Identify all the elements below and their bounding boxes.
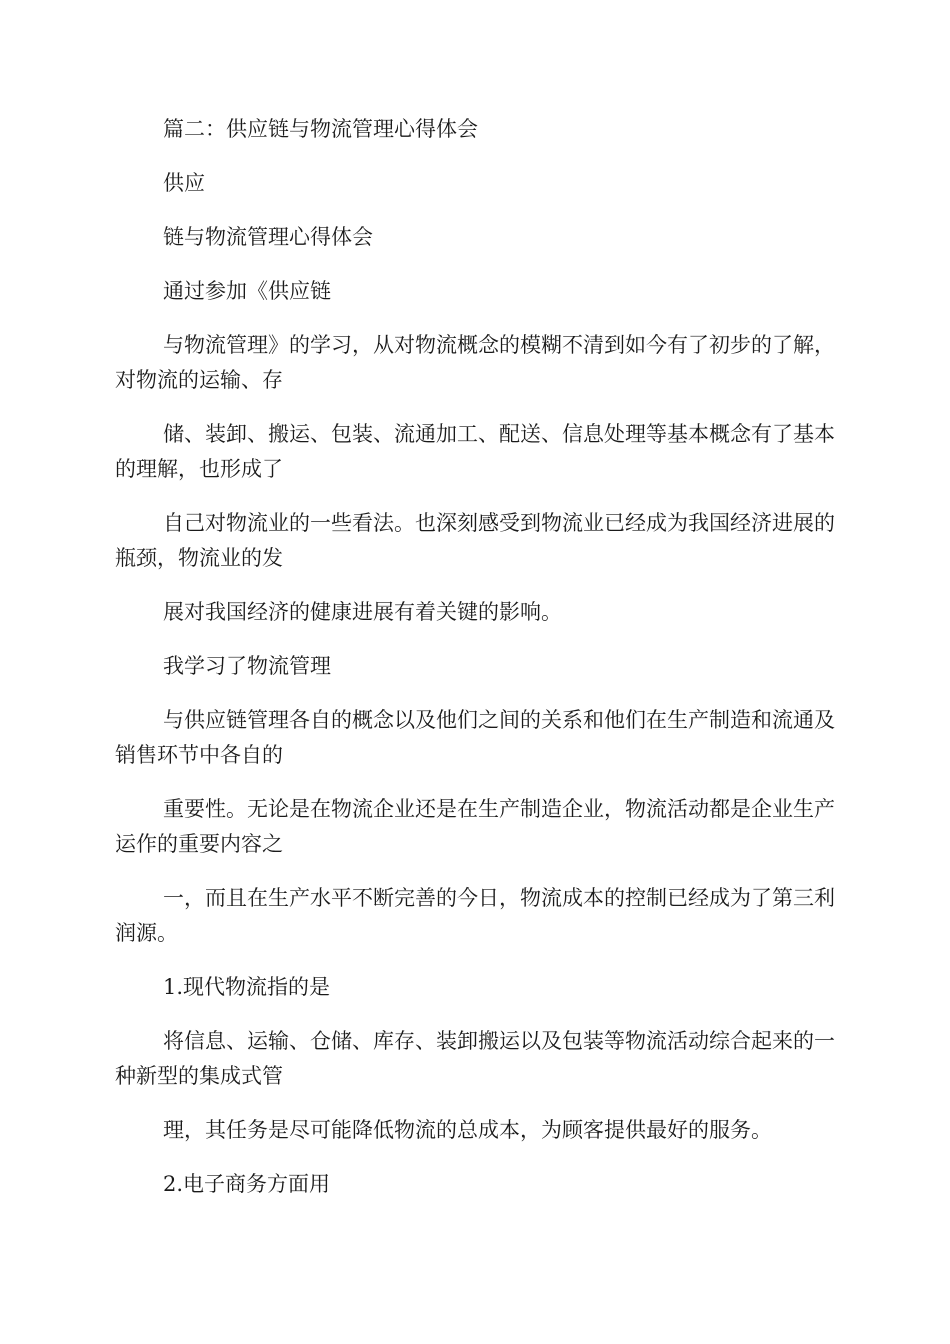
paragraph: 理，其任务是尽可能降低物流的总成本，为顾客提供最好的服务。 xyxy=(163,1118,772,1142)
paragraph: 储、装卸、搬运、包装、流通加工、配送、信息处理等基本概念有了基本的理解，也形成了 xyxy=(115,422,835,481)
paragraph: 与物流管理》的学习，从对物流概念的模糊不清到如今有了初步的了解，对物流的运输、存 xyxy=(115,333,835,392)
paragraph: 重要性。无论是在物流企业还是在生产制造企业，物流活动都是企业生产运作的重要内容之 xyxy=(115,797,835,856)
paragraph: 1.现代物流指的是 xyxy=(163,975,331,999)
paragraph: 通过参加《供应链 xyxy=(163,279,331,303)
paragraph: 链与物流管理心得体会 xyxy=(163,225,373,249)
paragraph: 供应 xyxy=(163,171,205,195)
paragraph: 与供应链管理各自的概念以及他们之间的关系和他们在生产制造和流通及销售环节中各自的 xyxy=(115,708,835,767)
paragraph: 展对我国经济的健康进展有着关键的影响。 xyxy=(163,600,562,624)
document-body xyxy=(115,112,840,1221)
paragraph: 2.电子商务方面用 xyxy=(163,1172,331,1196)
paragraph: 篇二：供应链与物流管理心得体会 xyxy=(163,117,478,141)
paragraph: 我学习了物流管理 xyxy=(163,654,331,678)
paragraph: 一，而且在生产水平不断完善的今日，物流成本的控制已经成为了第三利润源。 xyxy=(115,886,835,945)
paragraph: 将信息、运输、仓储、库存、装卸搬运以及包装等物流活动综合起来的一种新型的集成式管 xyxy=(115,1029,835,1088)
paragraph: 自己对物流业的一些看法。也深刻感受到物流业已经成为我国经济进展的瓶颈，物流业的发 xyxy=(115,511,835,570)
